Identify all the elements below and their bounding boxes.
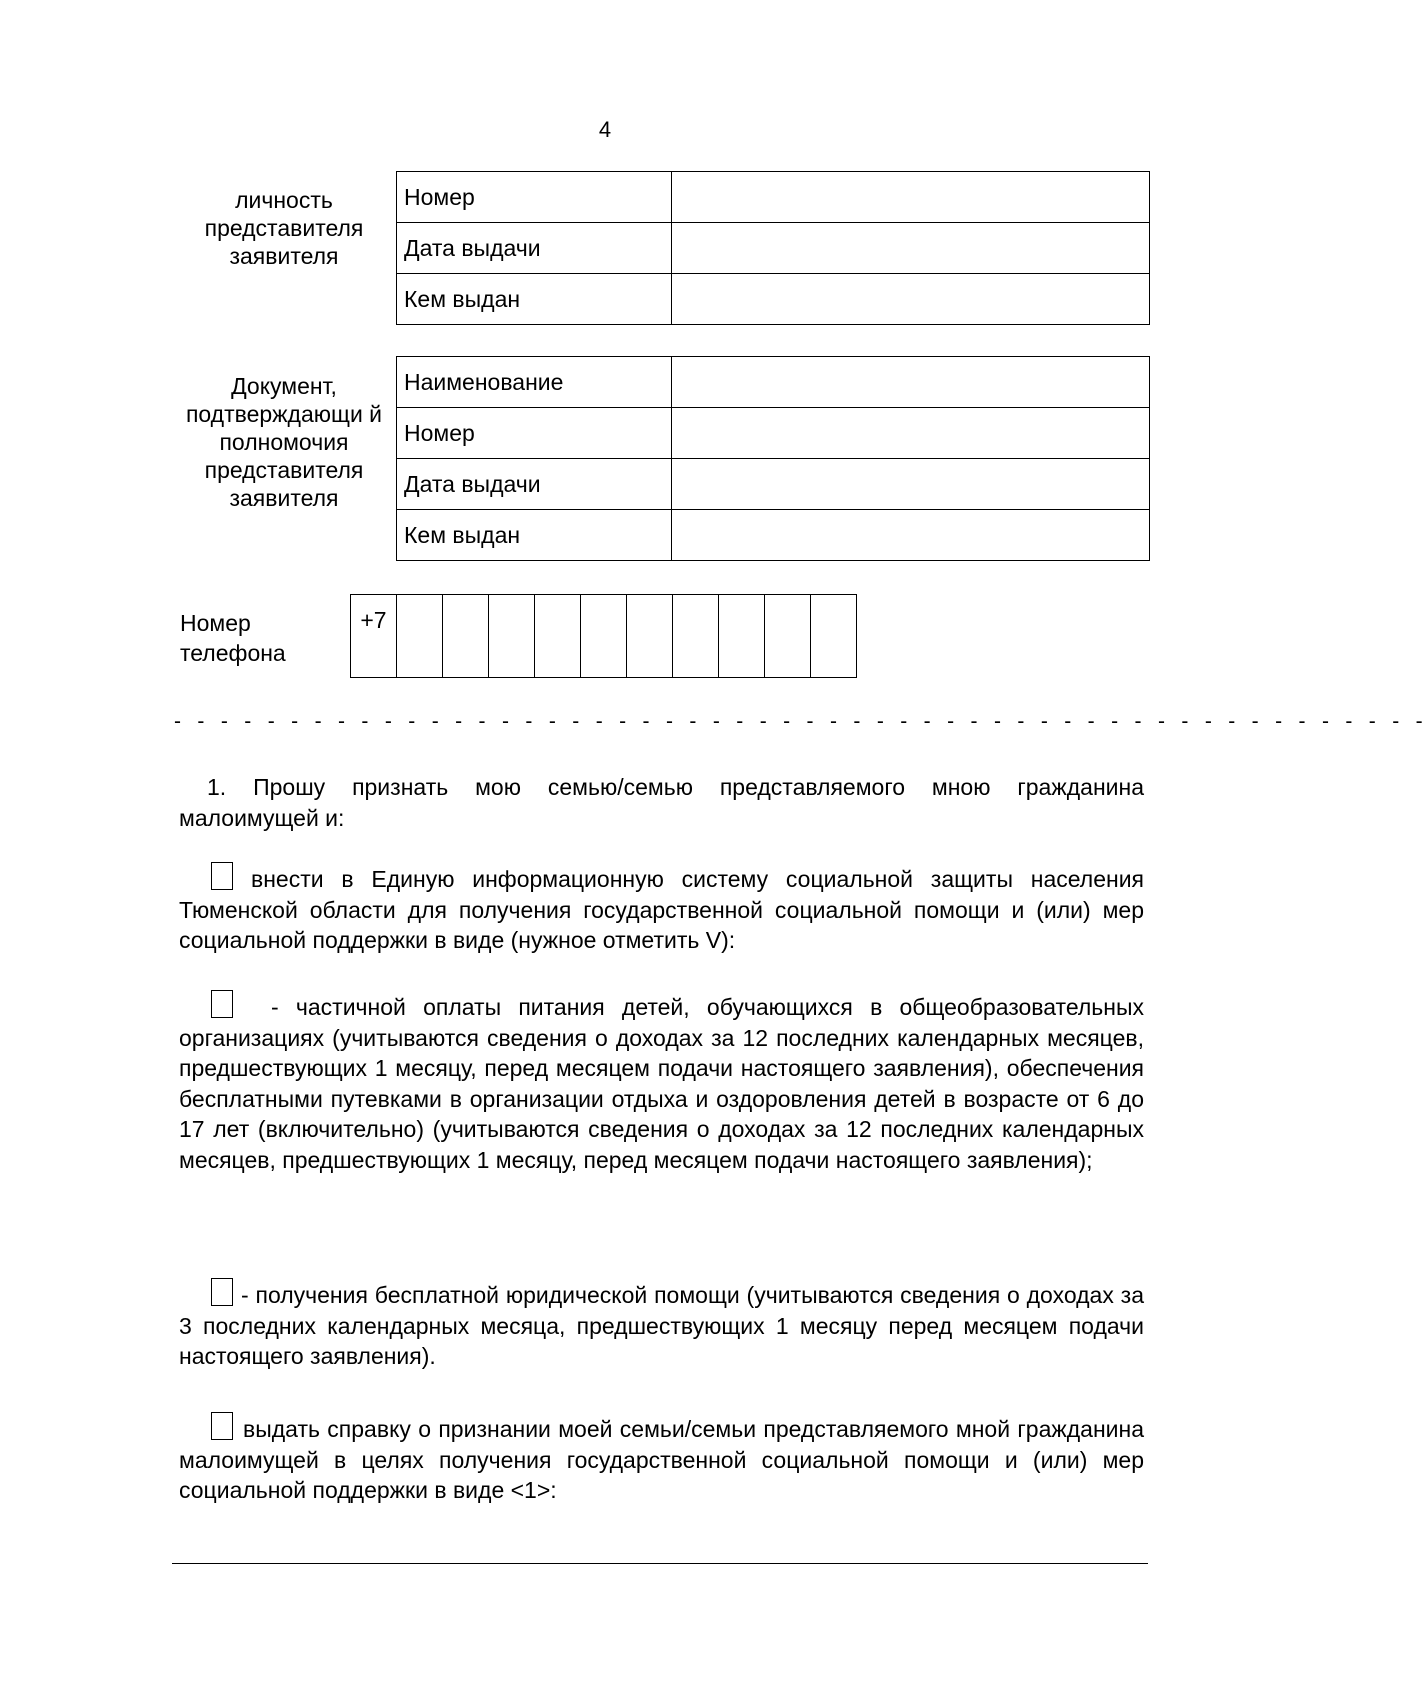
table-row: [397, 459, 1150, 510]
row-label-issue-date: Дата выдачи: [397, 459, 672, 510]
phone-digit-cell[interactable]: [765, 595, 811, 678]
table-row: [397, 223, 1150, 274]
cut-line-separator: - - - - - - - - - - - - - - - - - - - - - - - - - - - - - - - - - - - - - - - - - - - - - - - - - - - - - -: [174, 710, 1428, 733]
checkbox-legal-aid[interactable]: [211, 1278, 233, 1306]
phone-label: Номер телефона: [180, 610, 286, 666]
option-meals-and-camps: [179, 990, 1144, 1175]
phone-digit-cell[interactable]: [443, 595, 489, 678]
phone-digit-cell[interactable]: [581, 595, 627, 678]
row-label-issued-by: Кем выдан: [397, 274, 672, 325]
option-legal-aid: [179, 1278, 1144, 1372]
option-register-eisszn-text: внести в Единую информационную систему социальной защиты населения Тюменской области для получения государственной социальной помощи и (или) мер социальной поддержки в виде (нужное отметить V):: [179, 866, 1144, 953]
doc-number-field[interactable]: [672, 408, 1150, 459]
representative-id-label: личность представителя заявителя: [204, 187, 364, 269]
phone-digit-cell[interactable]: [673, 595, 719, 678]
option-issue-certificate: [179, 1412, 1144, 1506]
table-row: [397, 172, 1150, 223]
option-register-eisszn: [179, 862, 1144, 956]
footnote-divider: [172, 1563, 1148, 1564]
phone-prefix: +7: [360, 607, 387, 633]
doc-name-field[interactable]: [672, 357, 1150, 408]
checkbox-meals-and-camps[interactable]: [211, 990, 233, 1018]
phone-digit-cell[interactable]: [397, 595, 443, 678]
issued-by-field[interactable]: [672, 274, 1150, 325]
option-meals-and-camps-text: - частичной оплаты питания детей, обучающихся в общеобразовательных организациях (учитываются сведения о доходах за 12 последних календарных месяцев, предшествующих 1 месяцу, перед месяцем подачи настоящего заявления), обеспечения бесплатными путевками в организации отдыха и оздоровления детей в возрасте от 6 до 17 лет (включительно) (учитываются сведения о доходах за 12 последних календарных месяцев, предшествующих 1 месяцу, перед месяцем подачи настоящего заявления);: [179, 994, 1144, 1173]
phone-digit-cell[interactable]: [489, 595, 535, 678]
authority-doc-label: Документ, подтверждающи й полномочия представителя заявителя: [185, 373, 383, 511]
page-number: 4: [598, 117, 612, 142]
row-label-issue-date: Дата выдачи: [397, 223, 672, 274]
number-field[interactable]: [672, 172, 1150, 223]
table-row: [397, 408, 1150, 459]
issue-date-field[interactable]: [672, 223, 1150, 274]
table-row: [351, 595, 857, 678]
phone-prefix-cell: [351, 595, 397, 678]
table-row: [397, 510, 1150, 561]
checkbox-issue-certificate[interactable]: [211, 1412, 233, 1440]
phone-digit-cell[interactable]: [719, 595, 765, 678]
authority-doc-table: [396, 356, 1150, 561]
doc-issued-by-field[interactable]: [672, 510, 1150, 561]
doc-issue-date-field[interactable]: [672, 459, 1150, 510]
phone-digit-cell[interactable]: [535, 595, 581, 678]
row-label-name: Наименование: [397, 357, 672, 408]
request-text: 1. Прошу признать мою семью/семью представляемого мною гражданина малоимущей и:: [179, 774, 1144, 831]
checkbox-register-eisszn[interactable]: [211, 862, 233, 890]
table-row: [397, 274, 1150, 325]
representative-id-table: [396, 171, 1150, 325]
option-issue-certificate-text: выдать справку о признании моей семьи/семьи представляемого мной гражданина малоимущей в целях получения государственной социальной помощи и (или) мер социальной поддержки в виде <1>:: [179, 1416, 1144, 1503]
phone-digit-cell[interactable]: [811, 595, 857, 678]
table-row: [397, 357, 1150, 408]
row-label-issued-by: Кем выдан: [397, 510, 672, 561]
phone-number-grid: [350, 594, 857, 678]
row-label-number: Номер: [397, 172, 672, 223]
row-label-number: Номер: [397, 408, 672, 459]
phone-digit-cell[interactable]: [627, 595, 673, 678]
option-legal-aid-text: - получения бесплатной юридической помощи (учитываются сведения о доходах за 3 последних календарных месяца, предшествующих 1 месяцу перед месяцем подачи настоящего заявления).: [179, 1282, 1144, 1369]
request-paragraph: [179, 772, 1144, 833]
